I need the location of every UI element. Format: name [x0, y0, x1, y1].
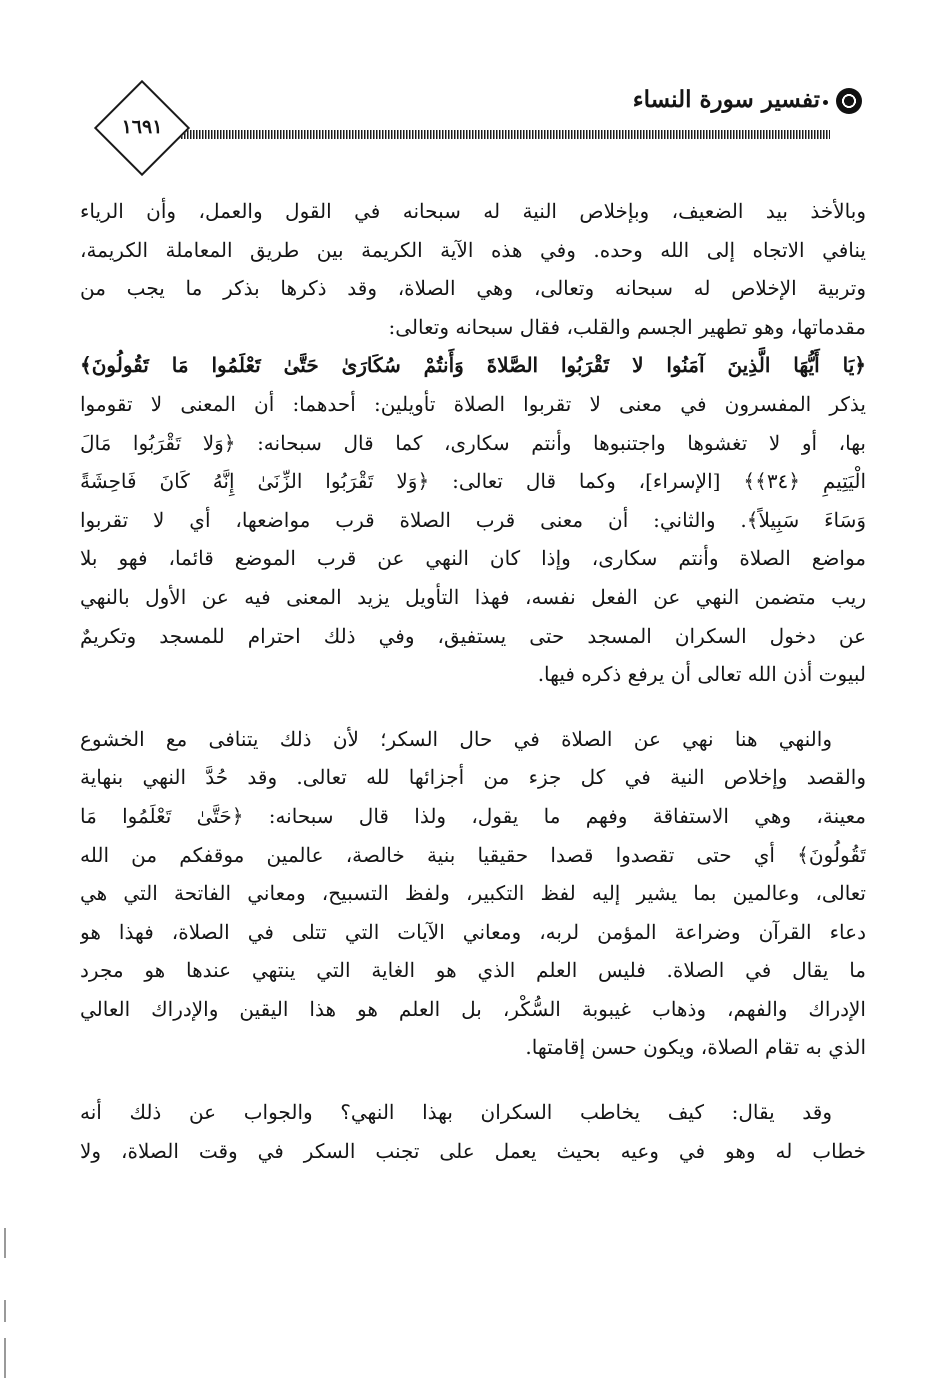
text-line: والقصد وإخلاص النية في كل جزء من أجزائها لله تعالى. وقد حُدَّ النهي بنهاية	[80, 765, 866, 790]
paragraph-gap	[80, 1067, 866, 1093]
paragraph-1	[80, 192, 866, 694]
text-line: وبالأخذ بيد الضعيف، وبإخلاص النية له سبحانه في القول والعمل، وأن الرياء	[80, 199, 866, 223]
text-line: ريب متضمن النهي عن الفعل نفسه، فهذا التأويل يزيد المعنى فيه عن الأول بالنهي	[80, 584, 866, 609]
text-line: وتربية الإخلاص له سبحانه وتعالى، وهي الصلاة، وقد ذكرها بذكر ما يجب من	[80, 276, 866, 301]
text-line: مقدماتها، وهو تطهير الجسم والقلب، فقال سبحانه وتعالى:	[388, 314, 866, 339]
paragraph-2	[80, 720, 866, 1067]
running-title: تفسير سورة النساء	[632, 86, 820, 113]
scan-margin-mark	[4, 1228, 6, 1258]
text-line: والنهي هنا نهي عن الصلاة في حال السكر؛ لأن ذلك يتنافى مع الخشوع	[80, 726, 832, 751]
text-line: دعاء القرآن وضراعة المؤمن لربه، ومعاني الآيات التي تتلى في الصلاة، فهذا هو	[80, 919, 866, 944]
text-line: وقد يقال: كيف يخاطب السكران بهذا النهي؟ والجواب عن ذلك أنه	[80, 1100, 832, 1125]
text-line: الإدراك والفهم، وذهاب غيبوبة السُّكْر، بل العلم هو هذا اليقين والإدراك العالي	[80, 996, 866, 1021]
paragraph-gap	[80, 694, 866, 720]
text-line: الْيَتِيمِ ﴿٣٤﴾﴾ [الإسراء]، وكما قال تعالى: ﴿وَلا تَقْرَبُوا الزِّنَىٰ إِنَّهُ كَانَ فَاحِشَةً	[80, 469, 866, 494]
quran-verse-line: ﴿يَا أَيُّهَا الَّذِينَ آمَنُوا لا تَقْرَبُوا الصَّلاةَ وَأَنتُمْ سُكَارَىٰ حَتَّىٰ تَعْلَمُوا مَا تَقُولُونَ﴾	[80, 353, 866, 378]
text-line: تعالى، وعالمين بما يشير إليه لفظ التكبير، ولفظ التسبيح، ومعاني الفاتحة التي هي	[80, 881, 866, 906]
text-line: وَسَاءَ سَبِيلاً﴾. والثاني: أن معنى قرب الصلاة قرب مواضعها، أي لا تقربوا	[80, 507, 866, 532]
page-header	[98, 86, 868, 186]
text-line: عن دخول السكران المسجد حتى يستفيق، وفي ذلك احترام للمسجد وتكريمٌ	[80, 623, 866, 648]
text-line: ما يقال في الصلاة. فليس العلم الذي هو الغاية التي ينتهي عندها هو مجرد	[80, 958, 866, 983]
header-rule	[178, 130, 830, 139]
text-line: يذكر المفسرون في معنى لا تقربوا الصلاة تأويلين: أحدهما: أن المعنى لا تقوموا	[80, 391, 866, 416]
text-line: بها، أو لا تغشوها واجتنبوها وأنتم سكارى، كما قال سبحانه: ﴿وَلا تَقْرَبُوا مَالَ	[80, 430, 866, 455]
page-body	[80, 192, 866, 1170]
text-line: الذي به تقام الصلاة، ويكون حسن إقامتها.	[525, 1035, 866, 1060]
text-line: خطاب له وهو في وعيه بحيث يعمل على تجنب السكر في وقت الصلاة، ولا	[80, 1138, 866, 1163]
page-number: ١٦٩١	[121, 116, 163, 138]
scan-margin-mark	[4, 1300, 6, 1322]
text-line: لبيوت أذن الله تعالى أن يرفع ذكره فيها.	[537, 662, 866, 687]
title-dot	[823, 100, 828, 105]
ornament-icon	[836, 88, 862, 114]
text-line: ينافي الاتجاه إلى الله وحده. وفي هذه الآية الكريمة بين طريق المعاملة الكريمة،	[80, 237, 866, 262]
text-line: مواضع الصلاة وأنتم سكارى، وإذا كان النهي عن قرب الموضع قائما، فهو بلا	[80, 546, 866, 571]
text-line: معينة، وهي الاستفاقة وفهم ما يقول، ولذا قال سبحانه: ﴿حَتَّىٰ تَعْلَمُوا مَا	[80, 803, 866, 828]
scan-margin-mark	[4, 1338, 6, 1378]
text-line: تَقُولُونَ﴾ أي حتى تقصدوا قصدا حقيقيا بنية خالصة، عالمين موقفكم من الله	[80, 842, 866, 867]
paragraph-3	[80, 1093, 866, 1170]
